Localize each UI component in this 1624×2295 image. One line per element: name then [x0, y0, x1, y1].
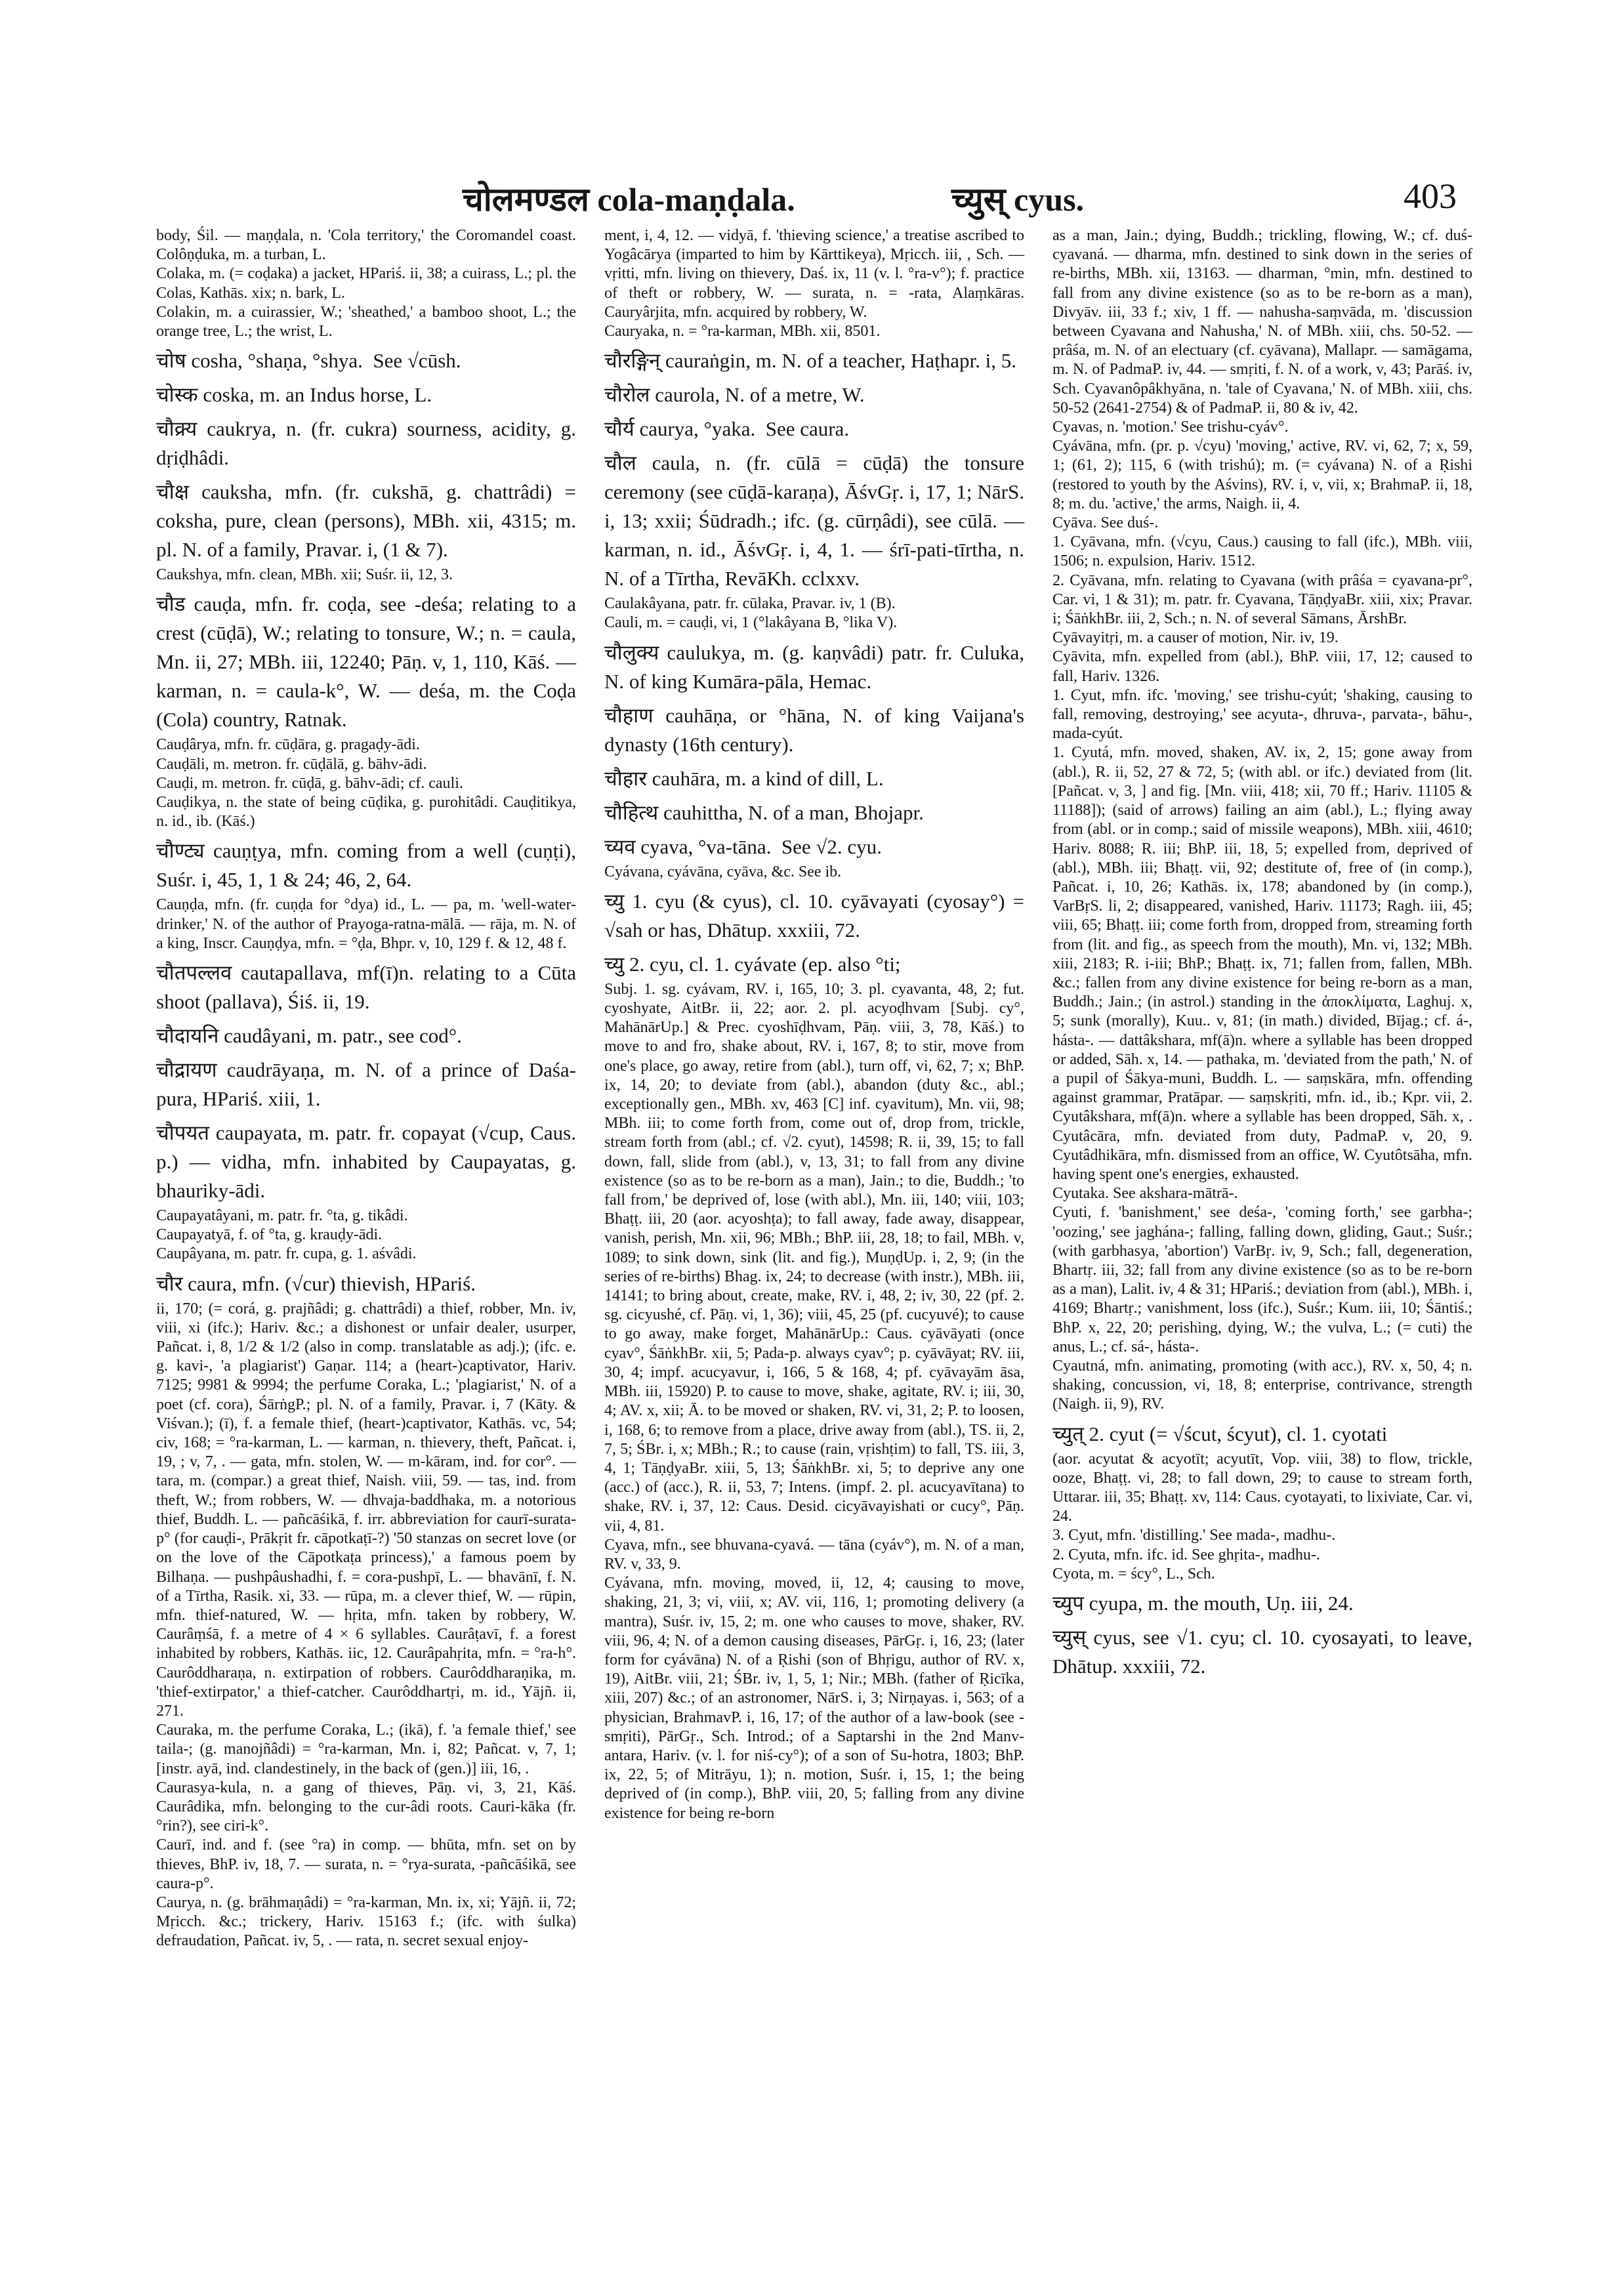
dictionary-headword-entry: चौक्र्य caukrya, n. (fr. cukra) sourness, acidity, g. dṛiḍhâdi. — [156, 417, 581, 470]
dictionary-entry: ment, i, 4, 12. — vidyā, f. 'thieving science,' a treatise ascribed to Yogâcārya (imparted to him by Kārttikeya), Mṛicch. iii, , Sch. — vṛitti, mfn. living on thievery, Daś. ix, 11 (v. l. °ra-v°); f. practice of theft or robbery, W. — surata, n. = -rata, Alaṃkāras. Cauryârjita, mfn. acquired by robbery, W. — [604, 227, 1028, 321]
dictionary-entry: 2. Cyāvana, mfn. relating to Cyavana (with prâśa = cyavana-pr°, Car. vi, 1 & 31); m. patr. fr. Cyavana, TāṇḍyaBr. xiii, xix; Pravar. i; ŚāṅkhBr. iii, 2, Sch.; n. N. of several Sāmans, ĀrshBr. — [1052, 571, 1476, 628]
right-running-headword: च्युस् cyus. — [951, 181, 1085, 218]
dictionary-entry: 3. Cyut, mfn. 'distilling.' See mada-, madhu-. — [1052, 1527, 1336, 1544]
dictionary-headword-entry: च्यु 2. cyu, cl. 1. cyávate (ep. also °ti; — [604, 952, 901, 976]
dictionary-entry: Cauḍârya, mfn. fr. cūḍāra, g. pragaḍy-ādi. — [156, 736, 420, 754]
dictionary-entry: Cyutaka. See akshara-mātrā-. — [1052, 1185, 1238, 1203]
dictionary-headword-entry: चौलुक्य caulukya, m. (g. kaṇvâdi) patr. fr. Culuka, N. of king Kumāra-pāla, Hemac. — [604, 640, 1030, 693]
dictionary-entry: Caurasya-kula, n. a gang of thieves, Pāṇ. vi, 3, 21, Kāś. Caurâdika, mfn. belonging to the cur-âdi roots. Cauri-kāka (fr. °rin?), see ciri-k°. — [156, 1779, 580, 1835]
dictionary-entry: ii, 170; (= corá, g. prajñâdi; g. chattrâdi) a thief, robber, Mn. iv, viii, xi (ifc.); Hariv. &c.; a dishonest or unfair dealer, usurper, Pañcat. i, 8, 1/2 & 1/2 (also in comp. translatable as adj.); (ifc. e. g. kavi-, 'a plagiarist') Gaṇar. 114; a (heart-)captivator, Hariv. 7125; 9981 & 9994; the perfume Coraka, L.; 'plagiarist,' N. of a poet (cf. cora), ŚārṅgP.; pl. N. of a family, Pravar. i, 7 (Kāty. & Viśvan.); (ī), f. a female thief, (heart-)captivator, Kathās. vc, 54; civ, 168; = °ra-karman, L. — karman, n. thievery, theft, Pañcat. i, 19, ; v, 7, . — gata, mfn. stolen, W. — m-kāram, ind. for cor°. — tara, m. (compar.) a great thief, Naish. viii, 59. — tas, ind. from theft, W.; from robbers, W. — dhvaja-baddhaka, m. a notorious thief, Buddh. L. — pañcāśikā, f. irr. abbreviation for caurī-surata-p° (for cauḍi-, Prākṛit fr. cāpotkaṭī-?) '50 stanzas on secret love (or on the love of the Cāpotkaṭa princess),' a famous poem by Bilhaṇa. — pushpâushadhi, f. = cora-pushpī, L. — bhavānī, f. N. of a Tīrtha, Rasik. xi, 33. — rūpa, m. a clever thief, W. — rūpin, mfn. thief-natured, W. — hṛita, mfn. taken by robbery, W. Caurâṃśā, f. a metre of 4 × 6 syllables. Caurâṭavī, f. a forest inhabited by robbers, Kathās. iic, 12. Caurâpahṛita, mfn. = °ra-h°. Caurôddharaṇa, n. extirpation of robbers. Caurôddharaṇika, m. 'thief-extirpator,' a thief-catcher. Caurôddhartṛi, m. id., Yājñ. ii, 271. — [156, 1300, 580, 1720]
dictionary-entry: Caupâyana, m. patr. fr. cupa, g. 1. aśvâdi. — [156, 1245, 417, 1263]
dictionary-entry: Caurī, ind. and f. (see °ra) in comp. — bhūta, mfn. set on by thieves, BhP. iv, 18, 7. — surata, n. = °rya-surata, -pañcāśikā, see caura-p°. — [156, 1836, 580, 1892]
dictionary-entry: 1. Cyutá, mfn. moved, shaken, AV. ix, 2, 15; gone away from (abl.), R. ii, 52, 27 & 72, 5; (with abl. or ifc.) deviated from (lit. [Pañcat. v, 3, ] and fig. [Mn. viii, 418; xii, 70 ff.; Hariv. 11105 & 11188]); (said of arrows) failing an aim (abl.), L.; flying away from (abl. or in comp.; said of missile weapons), MBh. xiii, 4610; Hariv. 8088; R. iii; BhP. iii, 18, 5; expelled from, deprived of (abl.), MBh. iii; Bhaṭṭ. vii, 92; destitute of, free of (in comp.), Pañcat. i, 10, 26; Kathās. ix, 178; abandoned by (in comp.), VarBṛS. li, 2; disappeared, vanished, Hariv. 11173; Ragh. iii, 45; viii, 65; Bhaṭṭ. iii; come forth from, dropped from, streaming forth from (lit. and fig., as speech from the mouth), Mn. vi, 132; MBh. xiii, 2183; R. i-iii; BhP.; Bhaṭṭ. ix, 71; fallen from, fallen, MBh. &c.; fallen from any divine existence for being re-born as a man, Buddh.; Jain.; (in astrol.) standing in the ἀποκλίματα, Laghuj. x, 5; sunk (morally), Kuu.. v, 81; (in math.) divided, Bījag.; cf. á-, hásta-. — dattâkshara, mf(ā)n. where a syllable has been dropped or added, Sāh. x, 14. — pathaka, m. 'deviated from the path,' N. of a pupil of Śākya-muni, Buddh. L. — saṃskāra, mfn. offending against grammar, Pratāpar. — saṃskṛiti, mfn. id., ib.; Kpr. vii, 2. Cyutâkshara, mf(ā)n. where a syllable has been dropped, Sāh. x, . Cyutâcāra, mfn. deviated from duty, PadmaP. v, 20, 9. Cyutâdhikāra, mfn. dismissed from an office, W. Cyutôtsāha, mfn. having spent one's energies, exhausted. — [1052, 744, 1476, 1183]
dictionary-headword-entry: चौड cauḍa, mfn. fr. coḍa, see -deśa; relating to a crest (cūḍā), W.; relating to tonsure, W.; n. = caula, Mn. ii, 27; MBh. iii, 12240; Pāṇ. v, 1, 110, Kāś. — karman, n. = caula-k°, W. — deśa, m. the Coḍa (Cola) country, Ratnak. — [156, 592, 581, 732]
dictionary-entry: Colaka, m. (= coḍaka) a jacket, HPariś. ii, 38; a cuirass, L.; pl. the Colas, Kathās. xix; n. bark, L. — [156, 265, 580, 302]
dictionary-headword-entry: चोष cosha, °shaṇa, °shya. See √cūsh. — [156, 349, 461, 373]
dictionary-entry: Caukshya, mfn. clean, MBh. xii; Suśr. ii, 12, 3. — [156, 566, 453, 584]
dictionary-entry: as a man, Jain.; dying, Buddh.; trickling, flowing, W.; cf. duś-cyavaná. — dharma, mfn. destined to sink down in the series of re-births, MBh. xii, 13163. — dharman, °min, mfn. destined to fall from any divine existence (so as to be re-born as a man), Divyāv. iii, 33 f.; xiv, 1 ff. — nahusha-saṃvāda, m. 'discussion between Cyavana and Nahusha,' N. of MBh. xiii, chs. 50-52. — prâśa, m. N. of an electuary (cf. cyāvana), Mallapr. — samāgama, m. N. of PadmaP. iv, 44. — smṛiti, f. N. of a work, v, 43; Parāś. iv, Sch. Cyavanôpâkhyāna, n. 'tale of Cyavana,' N. of MBh. xiii, chs. 50-52 (2641-2754) & of PadmaP. ii, 80 & iv, 42. — [1052, 227, 1476, 417]
dictionary-entry: 1. Cyut, mfn. ifc. 'moving,' see trishu-cyút; 'shaking, causing to fall, removing, destroying,' see acyuta-, dhruva-, parvata-, bāhu-, mada-cyút. — [1052, 686, 1476, 743]
dictionary-headword-entry: च्यु 1. cyu (& cyus), cl. 10. cyāvayati (cyosay°) = √sah or has, Dhātup. xxxiii, 72. — [604, 889, 1030, 941]
dictionary-headword-entry: चौरोल caurola, N. of a metre, W. — [604, 383, 865, 407]
dictionary-headword-entry: चौदायनि caudâyani, m. patr., see cod°. — [156, 1024, 462, 1048]
dictionary-headword-entry: चौर्य caurya, °yaka. See caura. — [604, 417, 850, 441]
dictionary-entry: Cyava, mfn., see bhuvana-cyavá. — tāna (cyáv°), m. N. of a man, RV. v, 33, 9. — [604, 1536, 1028, 1573]
dictionary-entry: body, Śil. — maṇḍala, n. 'Cola territory,' the Coromandel coast. Colôṇḍuka, m. a turban, L. — [156, 227, 580, 264]
dictionary-entry: Cyautná, mfn. animating, promoting (with acc.), RV. x, 50, 4; n. shaking, concussion, vi, 18, 8; enterprise, contrivance, strength (Naigh. ii, 9), RV. — [1052, 1357, 1476, 1413]
dictionary-entry: Caurya, n. (g. brāhmaṇâdi) = °ra-karman, Mn. ix, xi; Yājñ. ii, 72; Mṛicch. &c.; trickery, Hariv. 15163 f.; (ifc. with śulka) defraudation, Pañcat. iv, 5, . — rata, n. secret sexual enjoy- — [156, 1893, 580, 1950]
dictionary-headword-entry: चौर caura, mfn. (√cur) thievish, HPariś. — [156, 1272, 476, 1295]
dictionary-headword-entry: चौहाण cauhāṇa, or °hāna, N. of king Vaijana's dynasty (16th century). — [604, 703, 1030, 756]
page-header — [0, 176, 1624, 222]
dictionary-entry: Caupayatâyani, m. patr. fr. °ta, g. tikâdi. — [156, 1207, 408, 1225]
dictionary-entry: Cauryaka, n. = °ra-karman, MBh. xii, 8501. — [604, 323, 881, 341]
dictionary-headword-entry: च्यव cyava, °va-tāna. See √2. cyu. — [604, 835, 882, 858]
dictionary-column-right — [1052, 226, 1478, 2280]
dictionary-entry: Cyávana, mfn. moving, moved, ii, 12, 4; causing to move, shaking, 21, 3; vi, viii, x; AV. vii, 116, 1; promoting delivery (a mantra), Suśr. iv, 15, 2; m. one who causes to move, shaker, RV. viii, 96, 4; N. of a demon causing diseases, PārGṛ. i, 16, 23; (later form for cyávāna) N. of a Ṛishi (son of Bhṛigu, author of RV. x, 19), AitBr. viii, 21; ŚBr. iv, 1, 5, 1; Nir.; MBh. (father of Ṛicīka, xiii, 207) &c.; of an astronomer, NārS. i, 3; Nirṇayas. i, 563; of a physician, BrahmavP. i, 16, 17; of the author of a law-book (see -smṛiti), PārGṛ., Sch. Introd.; of a Saptarshi in the 2nd Manv-antara, Hariv. (v. l. for niś-cy°); of a son of Su-hotra, 1803; BhP. ix, 22, 5; of Mitrāyu, 1); n. motion, Suśr. i, 15, 1; the being deprived of (in comp.), BhP. viii, 20, 5; falling from any divine existence for being re-born — [604, 1575, 1028, 1822]
dictionary-entry: Cyota, m. = ścy°, L., Sch. — [1052, 1565, 1215, 1582]
dictionary-entry: Cyāva. See duś-. — [1052, 514, 1159, 532]
dictionary-column-middle — [604, 226, 1030, 2280]
dictionary-entry: Caulakâyana, patr. fr. cūlaka, Pravar. iv, 1 (B). — [604, 595, 896, 613]
dictionary-headword-entry: चौद्रायण caudrāyaṇa, m. N. of a prince of Daśa-pura, HPariś. xiii, 1. — [156, 1058, 576, 1111]
dictionary-entry: Cauḍi, m. metron. fr. cūḍā, g. bāhv-ādi; cf. cauli. — [156, 774, 463, 792]
dictionary-column-left — [156, 226, 581, 2280]
dictionary-entry: Cauli, m. = cauḍi, vi, 1 (°lakâyana B, °lika V). — [604, 614, 898, 632]
dictionary-headword-entry: चौक्ष cauksha, mfn. (fr. cukshā, g. chattrâdi) = coksha, pure, clean (persons), MBh. xii, 4315; m. pl. N. of a family, Pravar. i, (1 & 7). — [156, 480, 581, 562]
dictionary-entry: Cyávana, cyávāna, cyāva, &c. See ib. — [604, 863, 842, 880]
dictionary-headword-entry: चौतपल्लव cautapallava, mf(ī)n. relating to a Cūta shoot (pallava), Śiś. ii, 19. — [156, 961, 581, 1014]
left-running-headword: चोलमण्डल cola-maṇḍala. — [463, 181, 795, 218]
dictionary-entry: Cyāvita, mfn. expelled from (abl.), BhP. viii, 17, 12; caused to fall, Hariv. 1326. — [1052, 648, 1476, 685]
dictionary-headword-entry: चौहार cauhāra, m. a kind of dill, L. — [604, 766, 884, 790]
dictionary-headword-entry: चोस्क coska, m. an Indus horse, L. — [156, 383, 432, 407]
dictionary-entry: Subj. 1. sg. cyávam, RV. i, 165, 10; 3. pl. cyavanta, 48, 2; fut. cyoshyate, AitBr. ii, 22; aor. 2. pl. acyoḍhvam [Subj. cy°, MahānārUp.] & Prec. cyoshīḍhvam, Pāṇ. viii, 3, 78, Kāś.) to move to and fro, shake about, RV. i, 167, 8; to stir, move from one's place, go away, retire from (abl.), turn off, vi, 62, 7; x; BhP. ix, 14, 20; to deviate from (abl.), abandon (duty &c., abl.; exceptionally gen., MBh. xv, 463 [C] inf. cyavitum), Mn. vii, 98; MBh. iii; to come forth from, come out of, drop from, trickle, stream forth from (abl.; cf. √2. cyut), 14598; R. ii, 39, 15; to fall down, fall, slide from (abl.), v, 13, 31; to fall from any divine existence (so as to be re-born as a man), Jain.; to die, Buddh.; 'to fall from,' be deprived of, lose (with abl.), Mn. iii, 140; viii, 103; Bhaṭṭ. iii, 20 (aor. acyoshṭa); to fall away, fade away, disappear, vanish, perish, Mn. xii, 96; MBh.; BhP. iii, 28, 18; to fail, MBh. v, 1089; to sink down, sink (lit. and fig.), MuṇḍUp. i, 2, 9; (in the series of re-births) Bhag. ix, 24; to decrease (with instr.), MBh. iii, 14141; to bring about, create, make, RV. i, 48, 2; iv, 30, 22 (pf. 2. sg. cicyushé, cf. Pāṇ. vi, 1, 36); viii, 45, 25 (pf. cucyuvé); to cause to go away, make forget, MahānārUp.: Caus. cyāvāyati (once cyav°, ŚāṅkhBr. xii, 5; Pada-p. always cyav°; p. cyāvāyat; RV. iii, 30, 4; impf. acucyavur, i, 166, 5 & 168, 4; pf. cyāvayām āsa, MBh. iii, 15920) P. to cause to move, shake, agitate, RV. i; iii, 30, 4; AV. x, xii; Ā. to be moved or shaken, RV. vi, 31, 2; P. to loosen, i, 168, 6; to remove from a place, drive away from (abl.), TS. ii, 2, 7, 5; ŚBr. i, x; MBh.; R.; to cause (rain, vṛishṭim) to fall, TS. iii, 3, 4, 1; TāṇḍyaBr. xiii, 5, 13; ŚāṅkhBr. xi, 5; to deprive any one (acc.) of (acc.), R. ii, 53, 7; Intens. (impf. 2. pl. acucyavītana) to shake, RV. i, 37, 12: Caus. Desid. cicyāvayishati or cucy°, Pāṇ. vii, 4, 81. — [604, 980, 1028, 1535]
dictionary-headword-entry: च्युस् cyus, see √1. cyu; cl. 10. cyosayati, to leave, Dhātup. xxxiii, 72. — [1052, 1626, 1478, 1678]
dictionary-entry: Cyávāna, mfn. (pr. p. √cyu) 'moving,' active, RV. vi, 62, 7; x, 59, 1; (61, 2); 115, 6 (with trishú); m. (= cyávana) N. of a Ṛishi (restored to youth by the Aśvins), RV. i, v, vii, x; BrahmaP. ii, 18, 8; m. du. 'active,' the arms, Naigh. ii, 4. — [1052, 438, 1476, 512]
dictionary-headword-entry: चौल caula, n. (fr. cūlā = cūḍā) the tonsure ceremony (see cūḍā-karaṇa), ĀśvGṛ. i, 17, 1; NārS. i, 13; xxii; Śūdradh.; ifc. (g. cūrṇâdi), see cūlā. — karman, n. id., ĀśvGṛ. i, 4, 1. — śrī-pati-tīrtha, n. N. of a Tīrtha, RevāKh. cclxxv. — [604, 451, 1030, 590]
dictionary-entry: Cyāvayitṛi, m. a causer of motion, Nir. iv, 19. — [1052, 629, 1339, 647]
page-number: 403 — [1404, 176, 1457, 216]
dictionary-entry: Cauḍikya, n. the state of being cūḍika, g. purohitâdi. Cauḍitikya, n. id., ib. (Kāś.) — [156, 794, 580, 831]
dictionary-entry: Cauḍāli, m. metron. fr. cūḍālā, g. bāhv-ādi. — [156, 755, 427, 773]
dictionary-entry: Caupayatyā, f. of °ta, g. krauḍy-ādi. — [156, 1226, 383, 1244]
dictionary-headword-entry: चौहित्थ cauhittha, N. of a man, Bhojapr. — [604, 800, 924, 824]
dictionary-entry: Colakin, m. a cuirassier, W.; 'sheathed,' a bamboo shoot, L.; the orange tree, L.; the wrist, L. — [156, 303, 580, 341]
dictionary-entry: 1. Cyāvana, mfn. (√cyu, Caus.) causing to fall (ifc.), MBh. viii, 1506; n. expulsion, Hariv. 1512. — [1052, 533, 1476, 570]
dictionary-headword-entry: चौरङ्गिन् cauraṅgin, m. N. of a teacher, Haṭhapr. i, 5. — [604, 349, 1017, 373]
dictionary-headword-entry: चौपयत caupayata, m. patr. fr. copayat (√cup, Caus. p.) — vidha, mfn. inhabited by Caupayatas, g. bhauriky-ādi. — [156, 1121, 581, 1203]
dictionary-entry: Cyavas, n. 'motion.' See trishu-cyáv°. — [1052, 419, 1289, 436]
dictionary-entry: (aor. acyutat & acyotīt; acyutīt, Vop. viii, 38) to flow, trickle, ooze, Bhaṭṭ. vi, 28; to fall down, 29; to cause to stream forth, Uttarar. iii, 35; Bhaṭṭ. xv, 114: Caus. cyotayati, to lixiviate, Car. vi, 24. — [1052, 1450, 1476, 1525]
dictionary-headword-entry: चौण्ट्य cauṇṭya, mfn. coming from a well (cuṇṭi), Suśr. i, 45, 1, 1 & 24; 46, 2, 64. — [156, 839, 581, 892]
dictionary-entry: 2. Cyuta, mfn. ifc. id. See ghṛita-, madhu-. — [1052, 1546, 1320, 1563]
dictionary-entry: Cauraka, m. the perfume Coraka, L.; (ikā), f. 'a female thief,' see taila-; (g. manojñâdi) = °ra-karman, Mn. i, 82; Pañcat. v, 7, 1; [instr. ayā, ind. clandestinely, in the back of (gen.)] iii, 16, . — [156, 1722, 580, 1777]
dictionary-headword-entry: च्युत् 2. cyut (= √ścut, ścyut), cl. 1. cyotati — [1052, 1422, 1388, 1445]
dictionary-entry: Cyuti, f. 'banishment,' see deśa-, 'coming forth,' see garbha-; 'oozing,' see jaghána-; falling, falling down, gliding, Gaut.; Suśr.; (with garbhasya, 'abortion') VarBṛ. iv, 9, Sch.; fall, degeneration, Bhartṛ. iii, 32; fall from any divine existence (so as to be re-born as a man), Lalit. iv, 4 & 31; HPariś.; deviation from (abl.), MBh. i, 4169; Bhartṛ.; vanishment, loss (ifc.), Suśr.; Kum. iii, 10; Śāntiś.; BhP. x, 22, 20; perishing, dying, W.; the vulva, L.; (= cuti) the anus, L.; cf. sá-, hásta-. — [1052, 1204, 1476, 1355]
dictionary-headword-entry: च्युप cyupa, m. the mouth, Uṇ. iii, 24. — [1052, 1592, 1354, 1615]
dictionary-entry: Cauṇḍa, mfn. (fr. cuṇḍa for °dya) id., L. — pa, m. 'well-water-drinker,' N. of the author of Prayoga-ratna-mālā. — rāja, m. N. of a king, Inscr. Cauṇḍya, mfn. = °ḍa, Bhpr. v, 10, 129 f. & 12, 48 f. — [156, 896, 580, 952]
